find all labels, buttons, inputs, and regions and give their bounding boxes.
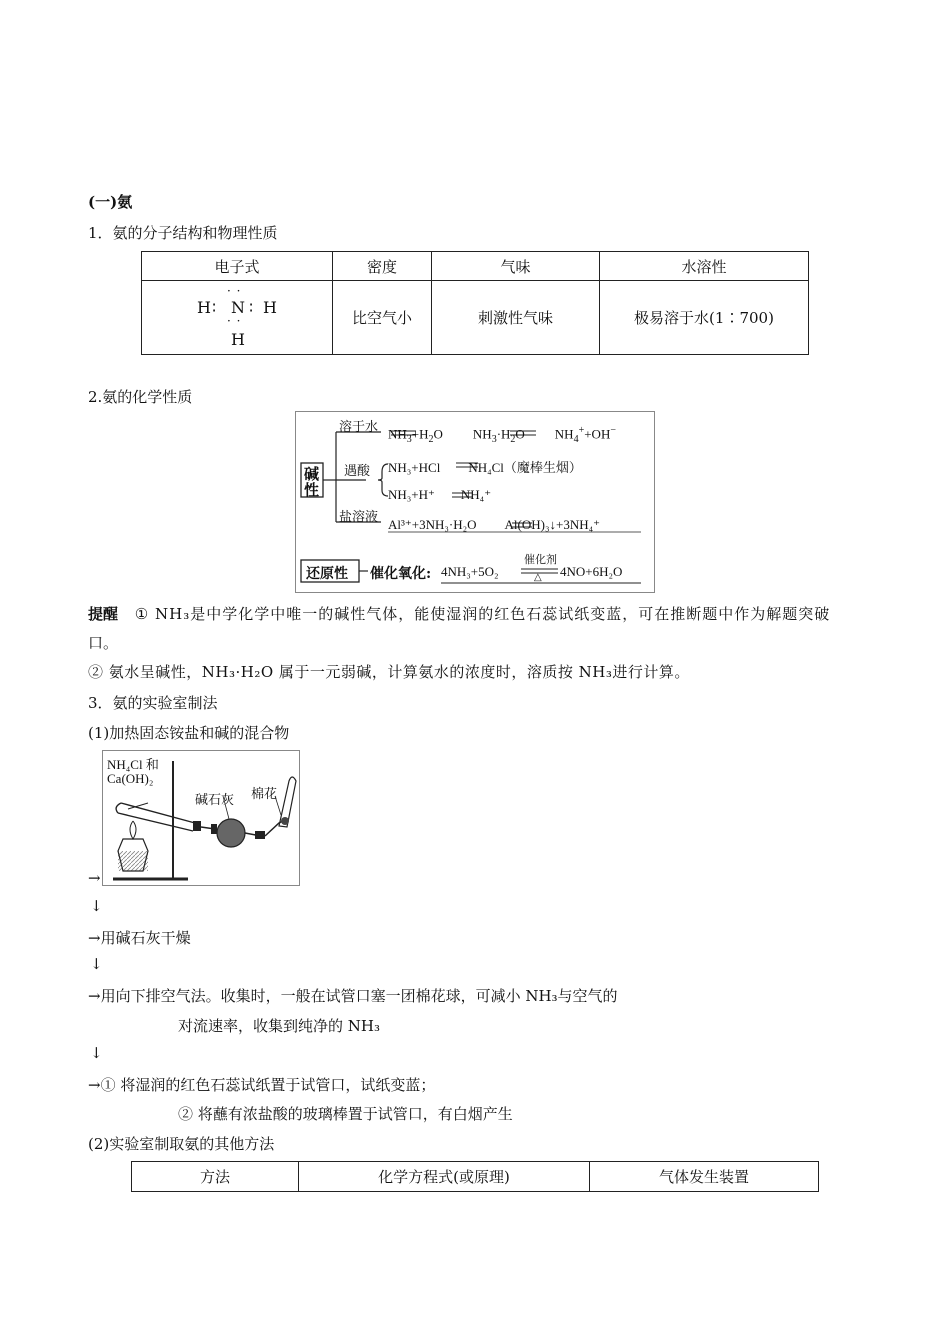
electron-formula-cell xyxy=(142,281,333,355)
eq-water-nh4: NH xyxy=(554,426,574,442)
heading-3: 3．氨的实验室制法 xyxy=(88,694,218,712)
header-method: 方法 xyxy=(132,1162,299,1192)
reminder-text1: ① NH₃是中学化学中唯一的碱性气体，能使湿润的红色石蕊试纸变蓝，可在推断题中作为解题突破 xyxy=(134,605,831,623)
odor-value: 刺激性气味 xyxy=(432,281,600,355)
label-jian: 碱 xyxy=(304,465,320,483)
eq-salt-right: Al(OH)₃↓+3NH₄⁺ xyxy=(504,517,601,532)
h-bottom: H xyxy=(231,329,245,349)
label-xing: 性 xyxy=(304,481,320,499)
chemical-properties-diagram xyxy=(295,411,655,593)
colon-right: ∶ xyxy=(249,297,254,317)
header-density: 密度 xyxy=(333,252,432,281)
apparatus-label-sodalime: 碱石灰 xyxy=(195,793,235,808)
step-dry: →用碱石灰干燥 xyxy=(88,929,191,947)
step-collect-2: 对流速率，收集到纯净的 NH₃ xyxy=(178,1017,380,1035)
h-right: H xyxy=(263,297,277,317)
colon-left: ∶ xyxy=(212,297,217,317)
header-apparatus: 气体发生装置 xyxy=(590,1162,819,1192)
eq-ox-right: 4NO+6H₂O xyxy=(560,564,623,579)
step-test-2: ② 将蘸有浓盐酸的玻璃棒置于试管口，有白烟产生 xyxy=(178,1105,513,1123)
header-electron: 电子式 xyxy=(142,252,333,281)
h-left: H xyxy=(197,297,211,317)
eq-salt xyxy=(388,517,600,533)
eq-h xyxy=(388,487,491,503)
apparatus-label-cotton: 棉花 xyxy=(251,787,278,802)
eq-water-ob: O xyxy=(515,426,525,442)
sub-heading-2: (2)实验室制取氨的其他方法 xyxy=(88,1135,275,1153)
density-value: 比空气小 xyxy=(333,281,432,355)
arrow-right-1: → xyxy=(88,869,101,887)
eq-hcl-left: NH₃+HCl xyxy=(388,460,441,475)
eq-hcl-right: NH₄Cl（魔棒生烟） xyxy=(468,460,582,475)
solubility-value: 极易溶于水(1∶700) xyxy=(600,281,809,355)
eq-ox-left: 4NH₃+5O₂ xyxy=(441,564,499,579)
eq-water-dot: ·H xyxy=(496,426,511,442)
branch-salt: 盐溶液 xyxy=(339,510,379,525)
eq-water-oh: +OH xyxy=(584,426,611,442)
apparatus-figure xyxy=(102,750,300,886)
header-equation: 化学方程式(或原理) xyxy=(299,1162,590,1192)
reminder-line1 xyxy=(88,603,830,624)
step-collect-1: →用向下排空气法。收集时，一般在试管口塞一团棉花球，可减小 NH₃与空气的 xyxy=(88,987,618,1005)
eq-water: $NH_3+H_2O$ $NH_3\cdot H_2O$ $NH_4^++OH^-$ xyxy=(388,425,616,445)
label-reducing: 还原性 xyxy=(306,566,348,582)
branch-acid: 遇酸 xyxy=(344,464,371,479)
reminder-text2: ② 氨水呈碱性，NH₃·H₂O 属于一元弱碱，计算氨水的浓度时，溶质按 NH₃进行计算。 xyxy=(88,663,690,681)
eq-hcl xyxy=(388,457,582,476)
reminder-label: 提醒 xyxy=(88,605,119,623)
eq-water-h2o: +H xyxy=(411,426,429,442)
arrow-down-1: ↓ xyxy=(90,897,103,915)
apparatus-label-caoh2: Ca(OH)₂ xyxy=(107,771,154,786)
eq-water-nh3: NH xyxy=(388,426,407,442)
eq-salt-left: Al³⁺+3NH₃·H₂O xyxy=(388,517,477,532)
reminder-text1b: 口。 xyxy=(88,634,119,652)
header-odor: 气味 xyxy=(432,252,600,281)
eq-water-o: O xyxy=(433,426,443,442)
heading-1: 1．氨的分子结构和物理性质 xyxy=(88,224,278,242)
heading-2: 2.氨的化学性质 xyxy=(88,388,193,406)
top-dots: · · xyxy=(227,283,242,298)
eq-water-nh3b: NH xyxy=(472,426,492,442)
arrow-down-2: ↓ xyxy=(90,955,103,973)
apparatus-label-nh4cl: NH₄Cl 和 xyxy=(107,757,159,772)
label-catalytic: 催化氧化: xyxy=(370,566,432,582)
arrow-down-3: ↓ xyxy=(90,1044,103,1062)
header-solubility: 水溶性 xyxy=(600,252,809,281)
step-test-1: →① 将湿润的红色石蕊试纸置于试管口，试纸变蓝； xyxy=(88,1076,436,1094)
n-center: N xyxy=(231,297,245,317)
eq-ox-catalyst: 催化剂 xyxy=(524,553,557,566)
properties-table xyxy=(141,251,809,355)
eq-h-left: NH₃+H⁺ xyxy=(388,487,435,502)
sub-heading-1: (1)加热固态铵盐和碱的混合物 xyxy=(88,724,290,742)
bottom-dots: · · xyxy=(227,313,242,328)
section-title: (一)氨 xyxy=(88,193,133,211)
branch-water: 溶于水 xyxy=(339,420,379,435)
methods-table xyxy=(131,1161,819,1192)
eq-ox-heat: △ xyxy=(534,572,542,583)
eq-h-right: NH₄⁺ xyxy=(460,487,492,502)
